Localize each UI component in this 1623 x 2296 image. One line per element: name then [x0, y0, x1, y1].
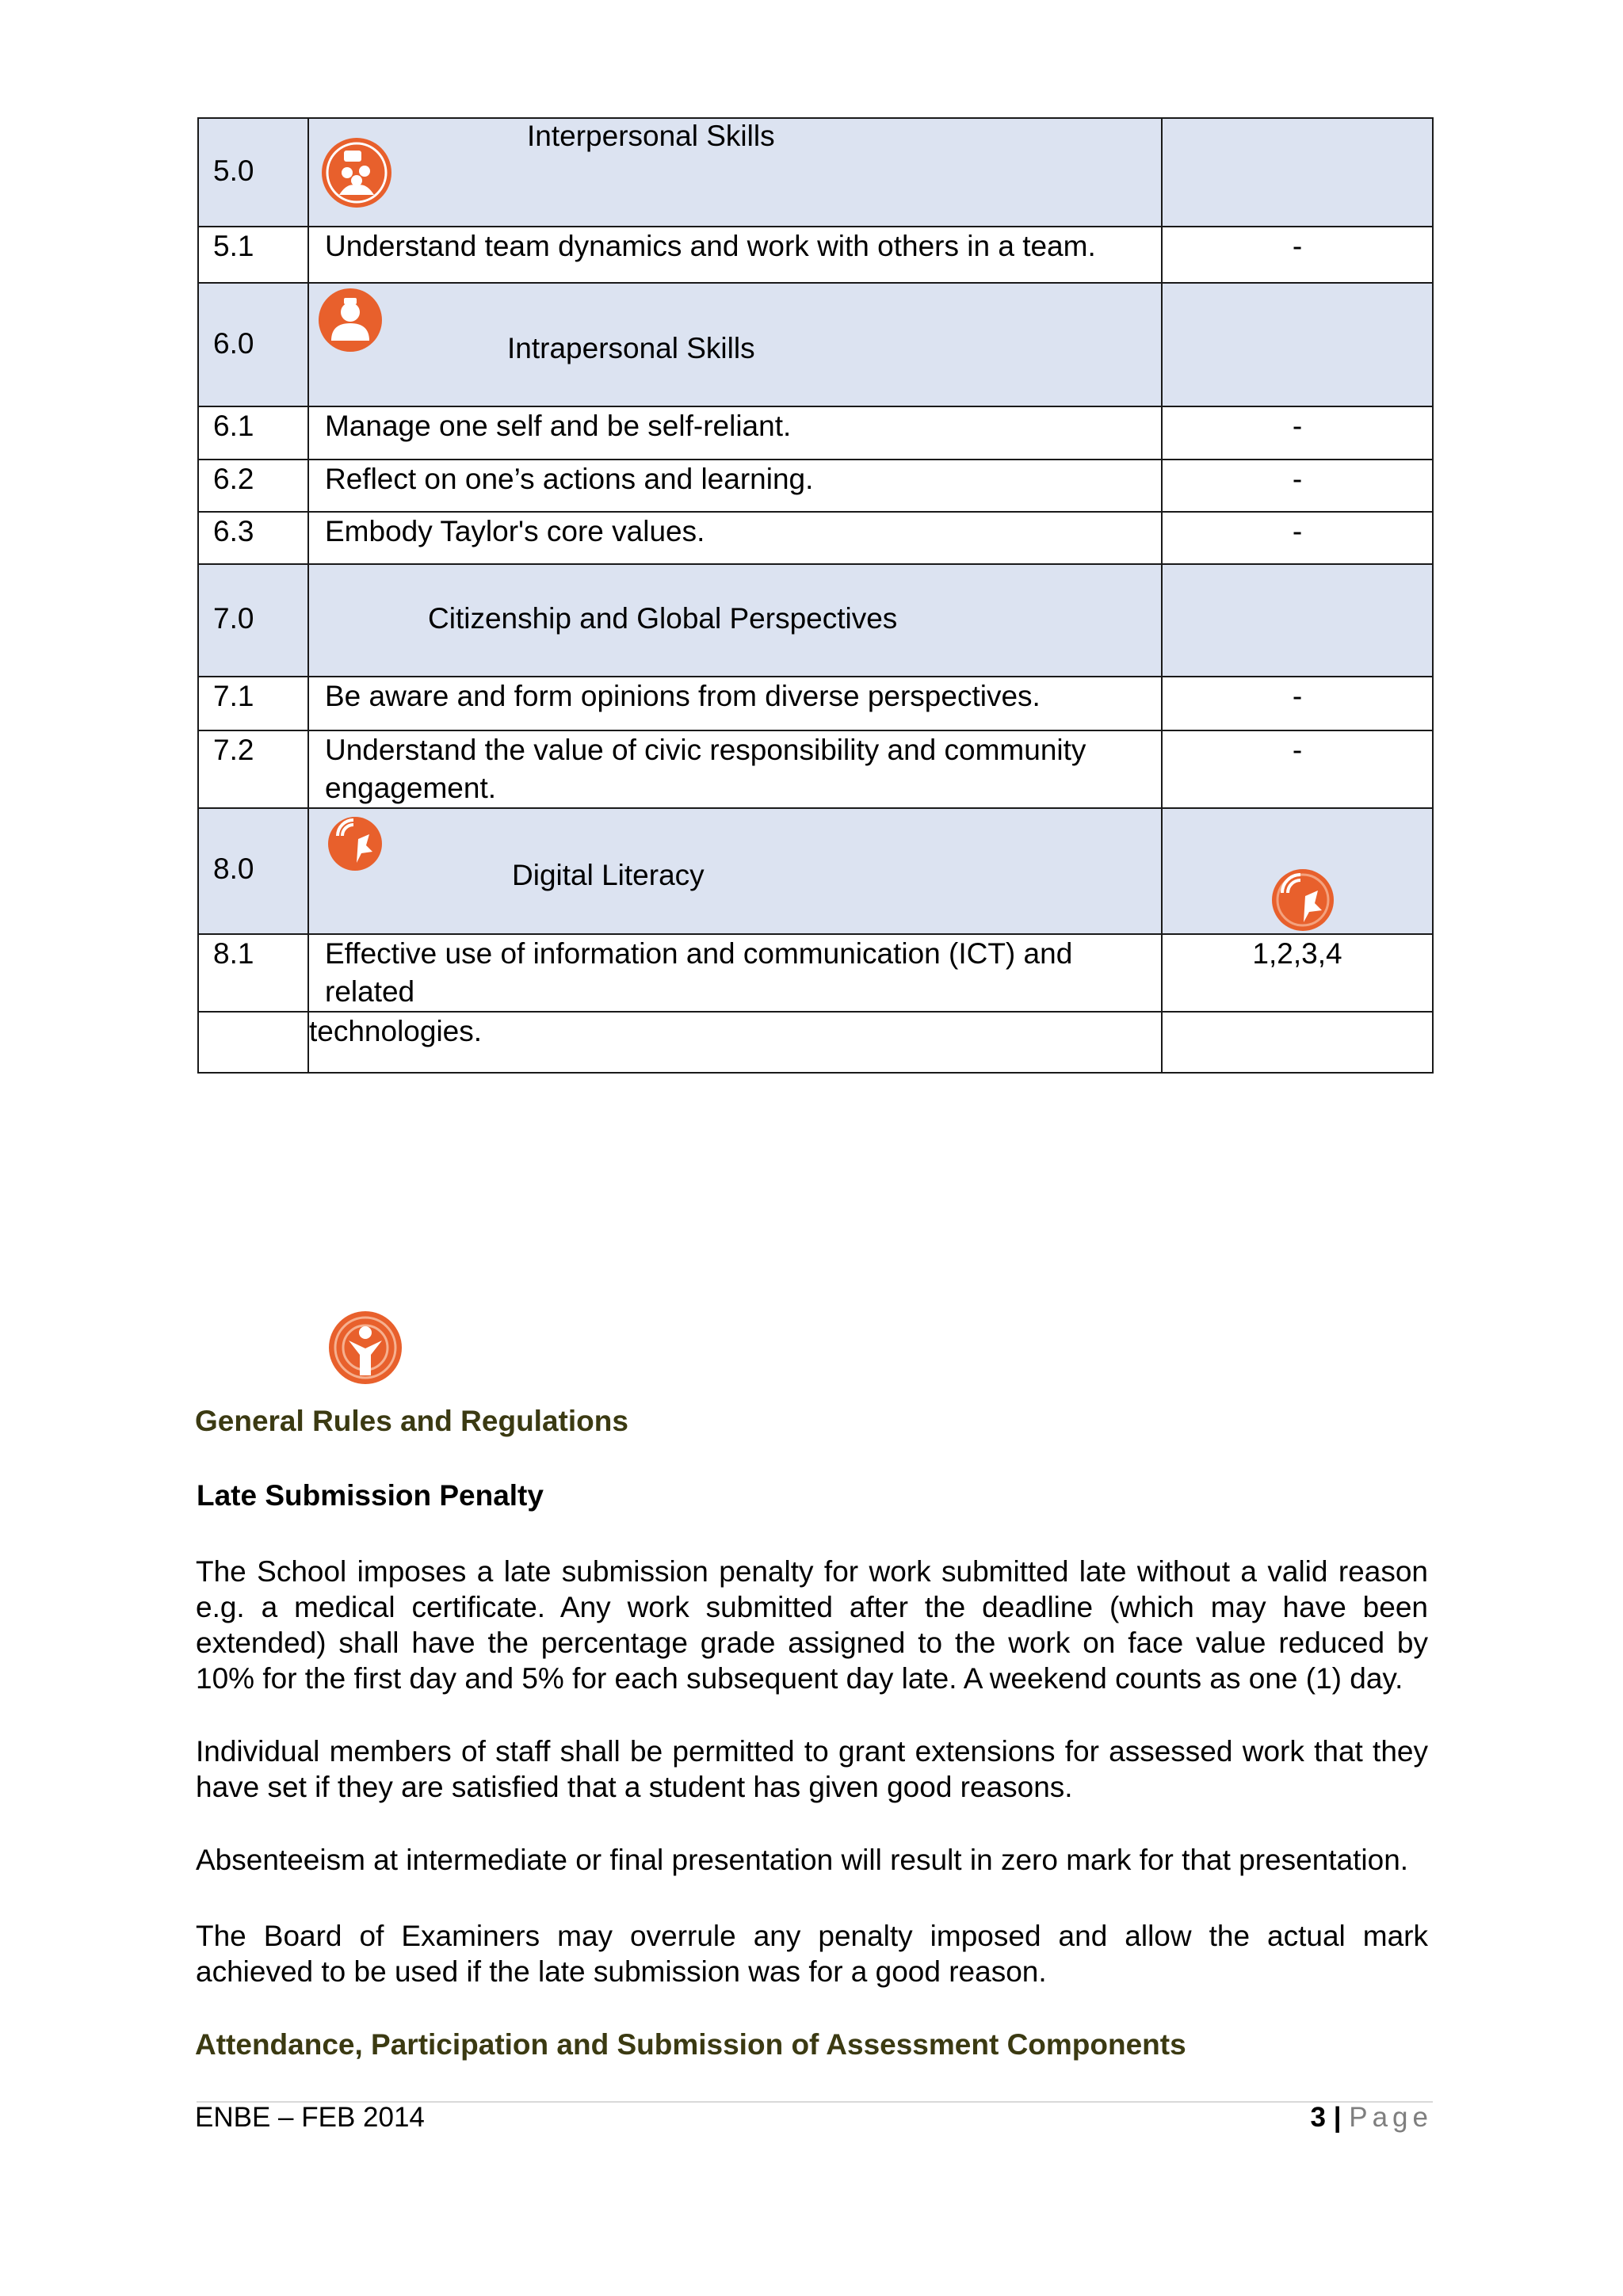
item-description: Understand the value of civic responsibility and community engagement.	[308, 730, 1162, 808]
item-number: 6.1	[198, 406, 308, 460]
page-word: Page	[1349, 2102, 1433, 2133]
item-number: 5.1	[198, 227, 308, 283]
section-title: Interpersonal Skills	[527, 120, 775, 152]
skills-mapping-table	[197, 117, 1434, 1074]
section-number-cell	[198, 808, 308, 934]
digital-signal-icon	[1270, 868, 1335, 942]
rules-person-icon	[327, 1309, 404, 1386]
section-title: Intrapersonal Skills	[507, 332, 755, 364]
section-number: 7.0	[213, 602, 254, 635]
section-title: Digital Literacy	[512, 859, 705, 891]
table-row	[198, 512, 1433, 564]
item-description: Reflect on one’s actions and learning.	[308, 460, 1162, 512]
late-submission-heading: Late Submission Penalty	[197, 1479, 544, 1512]
section-row-interpersonal	[198, 118, 1433, 227]
table-row	[198, 934, 1433, 1012]
item-mapping: -	[1162, 460, 1433, 512]
paragraph: Absenteeism at intermediate or final presentation will result in zero mark for that presentation.	[196, 1844, 1409, 1876]
item-mapping: -	[1162, 406, 1433, 460]
page-number: 3	[1310, 2102, 1326, 2133]
item-description: Effective use of information and communication (ICT) and related	[308, 934, 1162, 1012]
item-mapping: -	[1162, 512, 1433, 564]
general-rules-heading: General Rules and Regulations	[195, 1405, 628, 1437]
section-number-cell	[198, 118, 308, 227]
item-mapping: -	[1162, 677, 1433, 730]
item-number: 7.1	[198, 677, 308, 730]
section-row-citizenship	[198, 564, 1433, 677]
section-title-cell	[308, 564, 1162, 677]
teamwork-icon	[320, 136, 393, 219]
section-number: 5.0	[213, 154, 254, 187]
item-number: 6.3	[198, 512, 308, 564]
footer-page-indicator	[1311, 2102, 1433, 2134]
section-title-cell	[308, 118, 1162, 227]
section-mapping-cell	[1162, 808, 1433, 934]
section-number: 6.0	[213, 327, 254, 360]
item-mapping: -	[1162, 227, 1433, 283]
table-row	[198, 1012, 1433, 1073]
person-icon	[317, 287, 384, 363]
section-number: 8.0	[213, 852, 254, 885]
table-row	[198, 227, 1433, 283]
section-number-cell	[198, 283, 308, 406]
section-title-cell	[308, 808, 1162, 934]
item-description: Be aware and form opinions from diverse perspectives.	[308, 677, 1162, 730]
attendance-heading: Attendance, Participation and Submission of Assessment Components	[195, 2028, 1186, 2061]
item-description: Understand team dynamics and work with others in a team.	[308, 227, 1162, 283]
item-mapping: -	[1162, 730, 1433, 808]
paragraph: Individual members of staff shall be permitted to grant extensions for assessed work that they have set if they are satisfied that a student has given good reasons.	[196, 1735, 1428, 1803]
item-mapping	[1162, 1012, 1433, 1073]
item-number	[198, 1012, 308, 1073]
item-description: Embody Taylor's core values.	[308, 512, 1162, 564]
item-number: 6.2	[198, 460, 308, 512]
table-row	[198, 730, 1433, 808]
section-number-cell	[198, 564, 308, 677]
table-row	[198, 406, 1433, 460]
item-description: Manage one self and be self-reliant.	[308, 406, 1162, 460]
section-mapping-cell	[1162, 118, 1433, 227]
section-row-intrapersonal	[198, 283, 1433, 406]
section-row-digital-literacy	[198, 808, 1433, 934]
paragraph: The Board of Examiners may overrule any penalty imposed and allow the actual mark achieved to be used if the late submission was for a good reason.	[196, 1920, 1428, 1988]
paragraph: The School imposes a late submission penalty for work submitted late without a valid reason e.g. a medical certificate. Any work submitted after the deadline (which may have been extended) shall have the percentage grade assigned to the work on face value reduced by 10% for the first day and 5% for each subsequent day late. A weekend counts as one (1) day.	[196, 1555, 1428, 1695]
digital-signal-icon	[327, 812, 384, 885]
section-title-cell	[308, 283, 1162, 406]
footer-doc-code: ENBE – FEB 2014	[195, 2102, 425, 2133]
section-mapping-cell	[1162, 564, 1433, 677]
page-separator: |	[1333, 2102, 1342, 2133]
item-description: technologies.	[308, 1012, 1162, 1073]
item-number: 7.2	[198, 730, 308, 808]
item-mapping: 1,2,3,4	[1162, 934, 1433, 1012]
section-mapping-cell	[1162, 283, 1433, 406]
section-title: Citizenship and Global Perspectives	[428, 602, 898, 635]
table-row	[198, 677, 1433, 730]
item-number: 8.1	[198, 934, 308, 1012]
table-row	[198, 460, 1433, 512]
